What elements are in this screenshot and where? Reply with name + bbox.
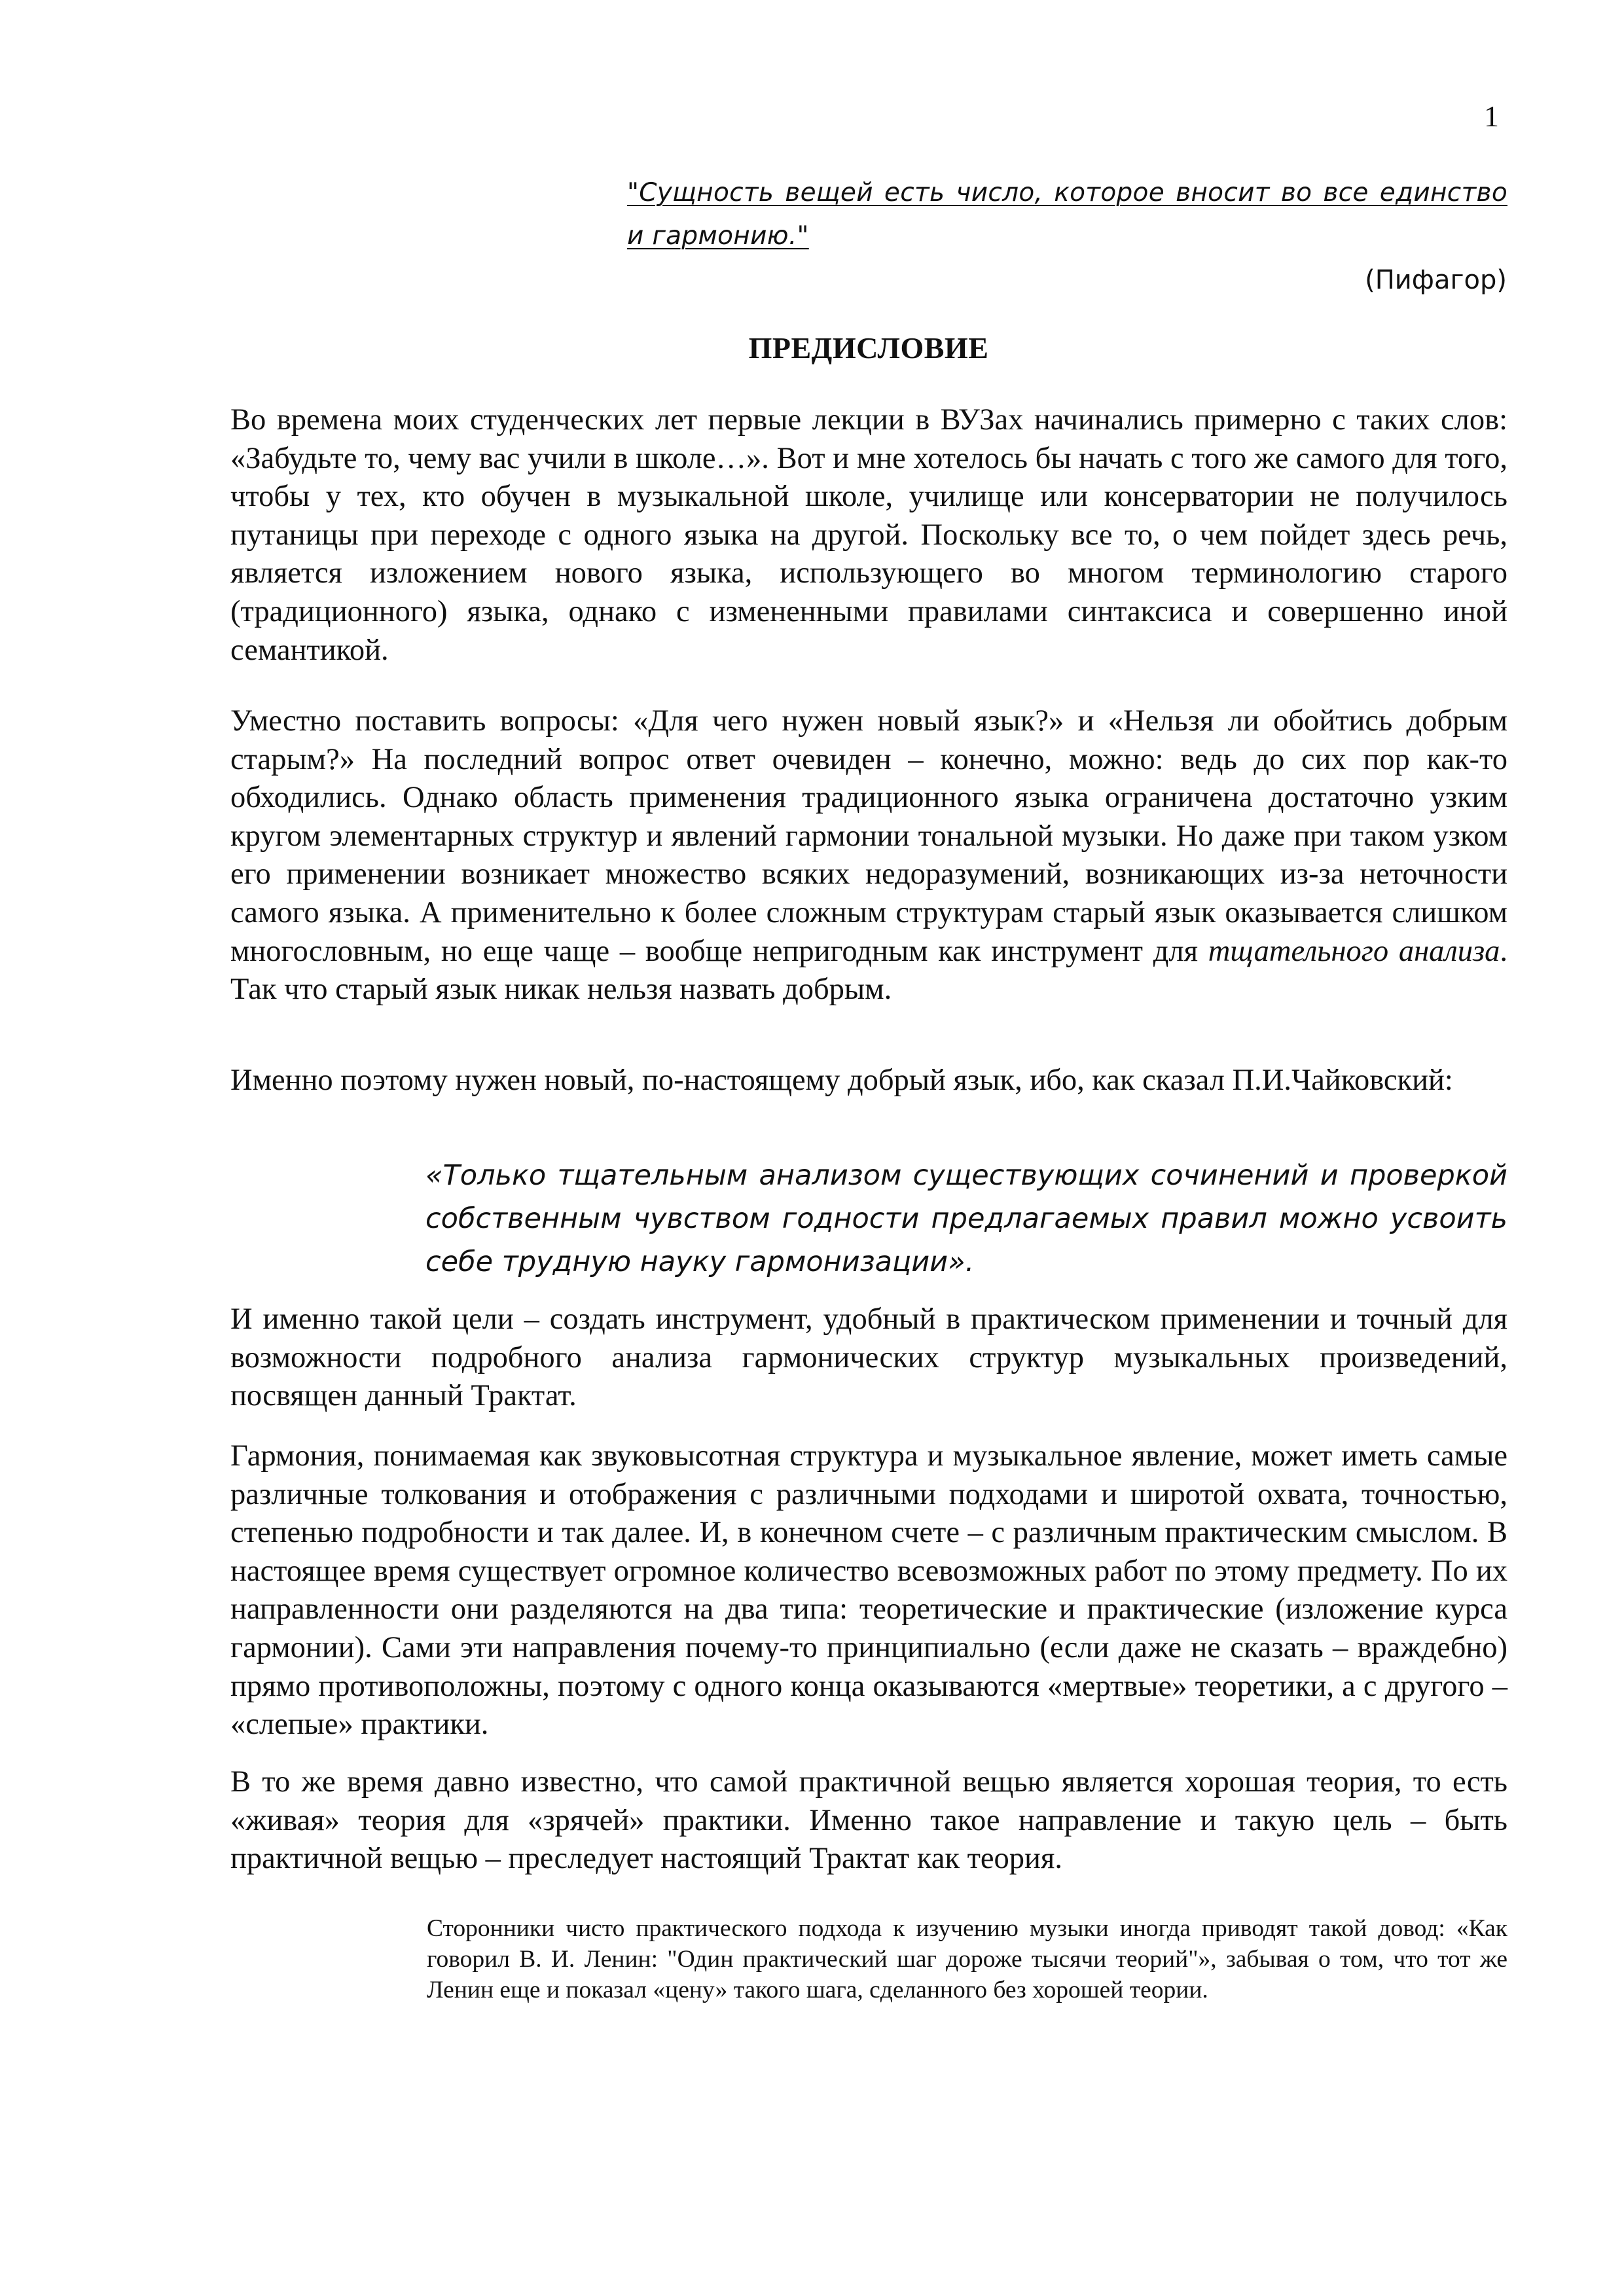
paragraph-2-text-start: Уместно поставить вопросы: «Для чего нужен новый язык?» и «Нельзя ли обойтись добрым старым?» На последний вопрос ответ очевиден – конечно, можно: ведь до сих пор как-то обходились. Однако область применения традиционного языка ограничена достаточно узким кругом элементарных структур и явлений гармонии тональной музыки. Но даже при таком узком его применении возникает множество всяких недоразумений, возникающих из-за неточности самого языка. А применительно к более сложным структурам старый язык оказывается слишком многословным, но еще чаще – вообще непригодным как инструмент для (230, 704, 1507, 968)
tchaikovsky-quote: «Только тщательным анализом существующих сочинений и проверкой собственным чувством годности предлагаемых правил можно усвоить себе трудную науку гармонизации». (425, 1159, 1507, 1278)
paragraph-5: Гармония, понимаемая как звуковысотная структура и музыкальное явление, может иметь самые различные толкования и отображения с различными подходами и широтой охвата, точностью, степенью подробности и так далее. И, в конечном счете – с различным практическим смыслом. В настоящее время существует огромное количество всевозможных работ по этому предмету. По их направленности они разделяются на два типа: теоретические и практические (изложение курса гармонии). Сами эти направления почему-то принципиально (если даже не сказать – враждебно) прямо противоположны, поэтому с одного конца оказываются «мертвые» теоретики, а с другого – «слепые» практики. (230, 1439, 1507, 1742)
page-number: 1 (1484, 99, 1499, 133)
paragraph-2 (230, 702, 1507, 1009)
epigraph-text: "Сущность вещей есть число, которое вносит во все единство и гармонию." (627, 178, 1507, 251)
section-heading: ПРЕДИСЛОВИЕ (748, 331, 989, 365)
epigraph-author: (Пифагор) (1365, 265, 1507, 295)
paragraph-1: Во времена моих студенческих лет первые лекции в ВУЗах начинались примерно с таких слов: «Забудьте то, чему вас учили в школе…». Вот и мне хотелось бы начать с того же самого для того, чтобы у тех, кто обучен в музыкальной школе, училище или консерватории не получилось путаницы при переходе с одного языка на другой. Поскольку все то, о чем пойдет здесь речь, является изложением нового языка, использующего во многом терминологию старого (традиционного) языка, однако с измененными правилами синтаксиса и совершенно иной семантикой. (230, 403, 1507, 667)
epigraph-quote (627, 171, 1507, 258)
footnote: Сторонники чисто практического подхода к изучению музыки иногда приводят такой довод: «Как говорил В. И. Ленин: "Один практический шаг дороже тысячи теорий"», забывая о том, что тот же Ленин еще и показал «цену» такого шага, сделанного без хорошей теории. (427, 1915, 1507, 2003)
paragraph-2-text-end: . Так что старый язык никак нельзя назвать добрым. (230, 934, 1507, 1007)
paragraph-3: Именно поэтому нужен новый, по-настоящему добрый язык, ибо, как сказал П.И.Чайковский: (230, 1064, 1453, 1097)
paragraph-4: И именно такой цели – создать инструмент, удобный в практическом применении и точный для возможности подробного анализа гармонических структур музыкальных произведений, посвящен данный Трактат. (230, 1302, 1507, 1413)
paragraph-2-emphasis: тщательного анализа (1208, 934, 1500, 968)
paragraph-6: В то же время давно известно, что самой практичной вещью является хорошая теория, то есть «живая» теория для «зрячей» практики. Именно такое направление и такую цель – быть практичной вещью – преследует настоящий Трактат как теория. (230, 1765, 1507, 1876)
